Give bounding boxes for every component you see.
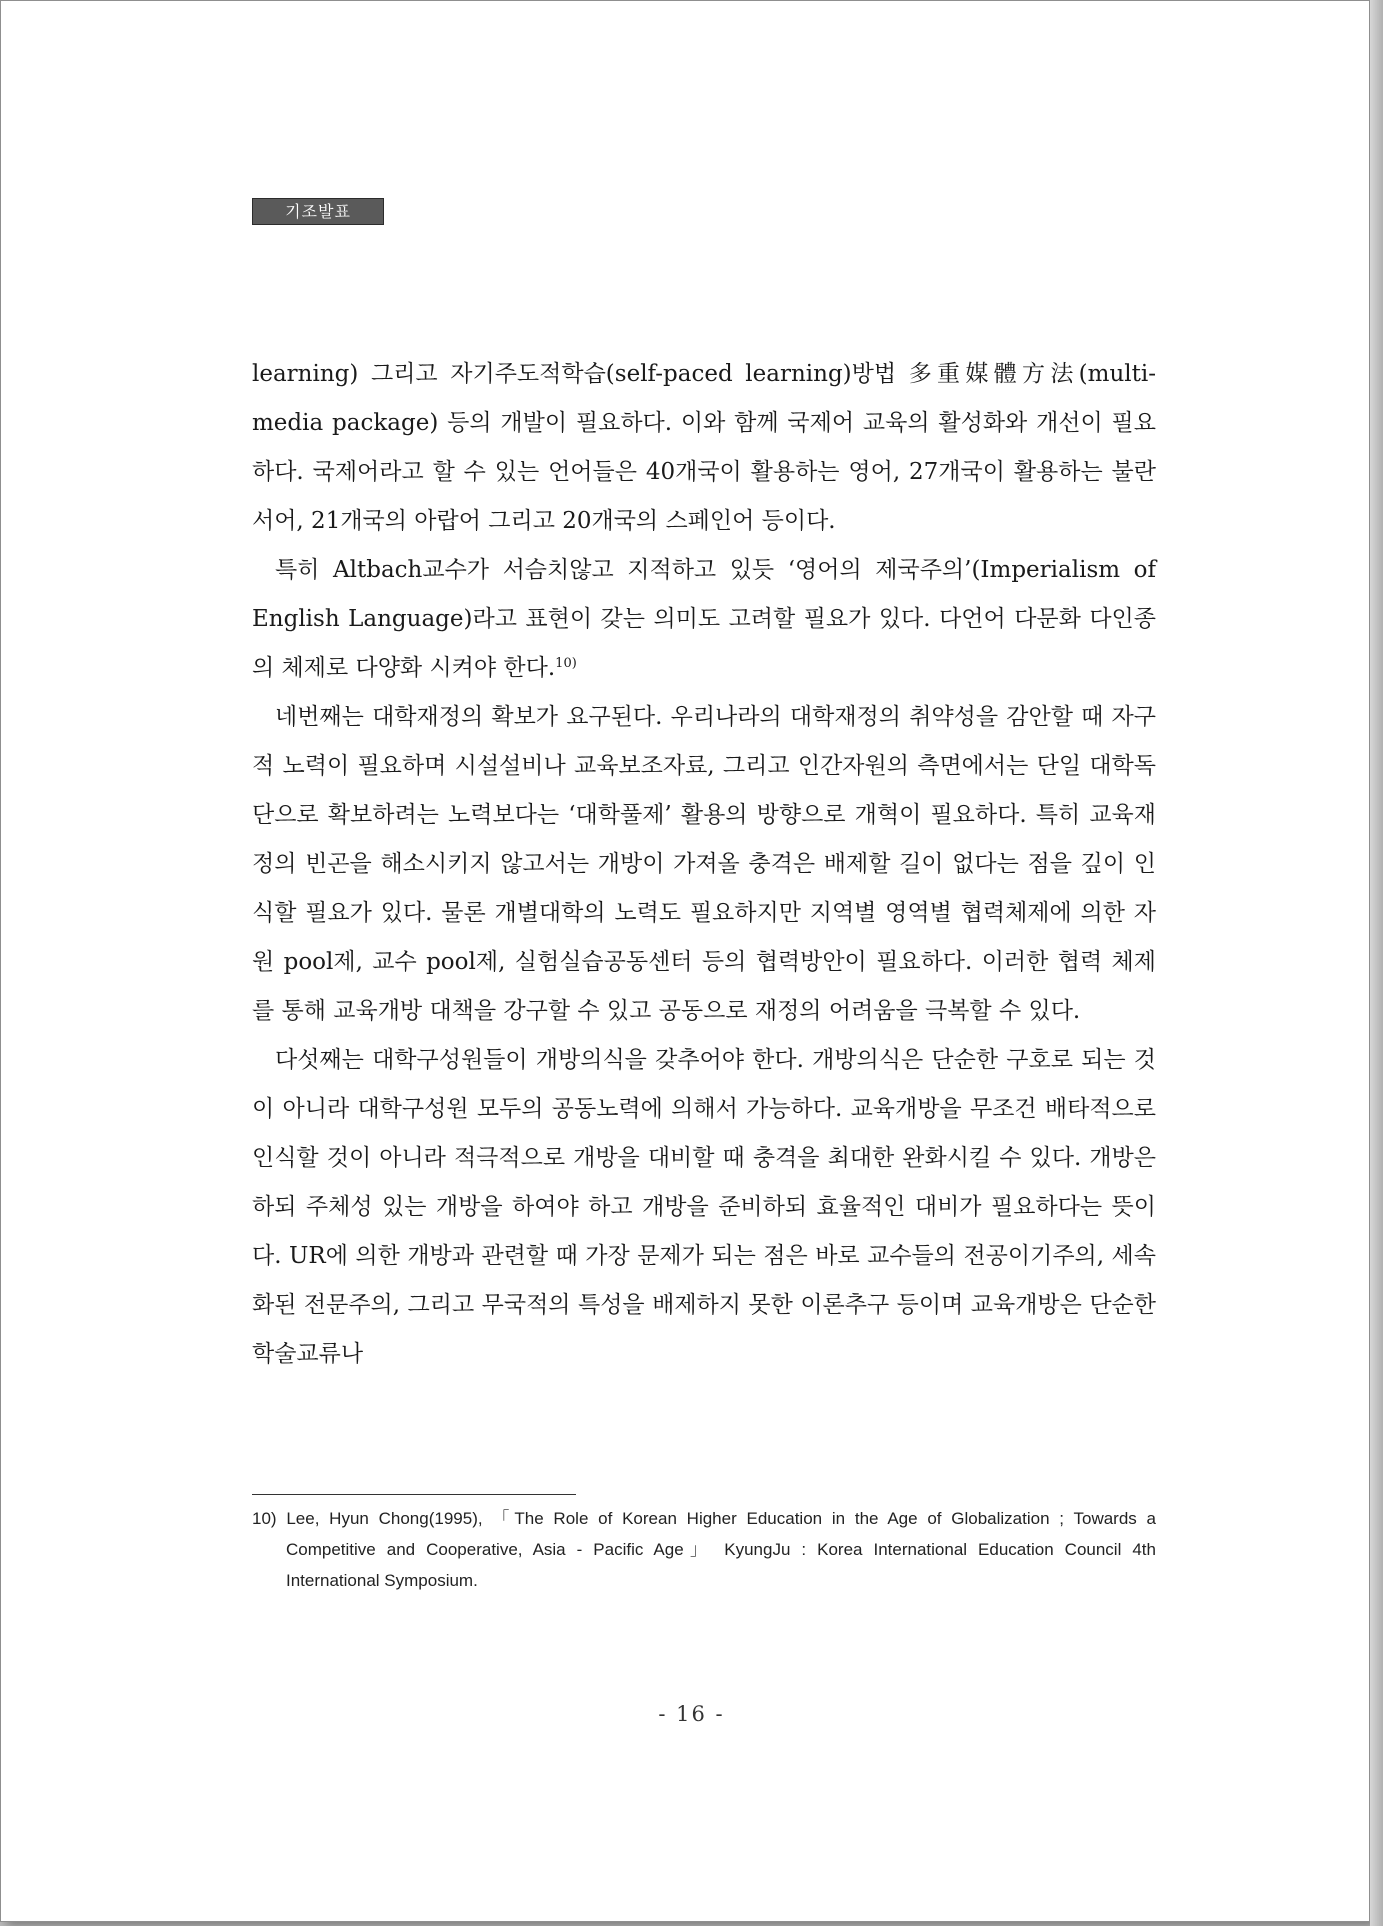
body-text — [252, 350, 1156, 1379]
paragraph-3: 네번째는 대학재정의 확보가 요구된다. 우리나라의 대학재정의 취약성을 감안할 때 자구적 노력이 필요하며 시설설비나 교육보조자료, 그리고 인간자원의 측면에서는 단일 대학독단으로 확보하려는 노력보다는 ‘대학풀제’ 활용의 방향으로 개혁이 필요하다. 특히 교육재정의 빈곤을 해소시키지 않고서는 개방이 가져올 충격은 배제할 길이 없다는 점을 깊이 인식할 필요가 있다. 물론 개별대학의 노력도 필요하지만 지역별 영역별 협력체제에 의한 자원 pool제, 교수 pool제, 실험실습공동센터 등의 협력방안이 필요하다. 이러한 협력 체제를 통해 교육개방 대책을 강구할 수 있고 공동으로 재정의 어려움을 극복할 수 있다. — [252, 704, 1156, 1024]
paragraph-4: 다섯째는 대학구성원들이 개방의식을 갖추어야 한다. 개방의식은 단순한 구호로 되는 것이 아니라 대학구성원 모두의 공동노력에 의해서 가능하다. 교육개방을 무조건 배타적으로 인식할 것이 아니라 적극적으로 개방을 대비할 때 충격을 최대한 완화시킬 수 있다. 개방은 하되 주체성 있는 개방을 하여야 하고 개방을 준비하되 효율적인 대비가 필요하다는 뜻이다. UR에 의한 개방과 관련할 때 가장 문제가 되는 점은 바로 교수들의 전공이기주의, 세속화된 전문주의, 그리고 무국적의 특성을 배제하지 못한 이론추구 등이며 교육개방은 단순한 학술교류나 — [252, 1047, 1156, 1367]
paragraph-2-text: 특히 Altbach교수가 서슴치않고 지적하고 있듯 ‘영어의 제국주의’(Imperialism of English Language)라고 표현이 갖는 의미도 고려할 필요가 있다. 다언어 다문화 다인종의 체제로 다양화 시켜야 한다. — [252, 557, 1156, 681]
footnote-reference[interactable]: 10) — [555, 656, 577, 671]
page-number: - 16 - — [658, 1702, 725, 1726]
viewer-edge-shadow — [1370, 0, 1383, 1926]
footnote: 10) Lee, Hyun Chong(1995), 「The Role of Korean Higher Education in the Age of Globalization ; Towards a Competitive and Cooperative, Asia - Pacific Age」 KyungJu : Korea International Education Council 4th International Symposium. — [252, 1509, 1156, 1590]
paragraph-1: learning) 그리고 자기주도적학습(self-paced learning)방법 多重媒體方法(multi-media package) 등의 개발이 필요하다. 이와 함께 국제어 교육의 활성화와 개선이 필요하다. 국제어라고 할 수 있는 언어들은 40개국이 활용하는 영어, 27개국이 활용하는 불란서어, 21개국의 아랍어 그리고 20개국의 스페인어 등이다. — [252, 361, 1156, 534]
paragraph-2 — [252, 546, 1156, 693]
section-tag: 기조발표 — [252, 198, 384, 225]
footnote-divider — [252, 1494, 576, 1495]
